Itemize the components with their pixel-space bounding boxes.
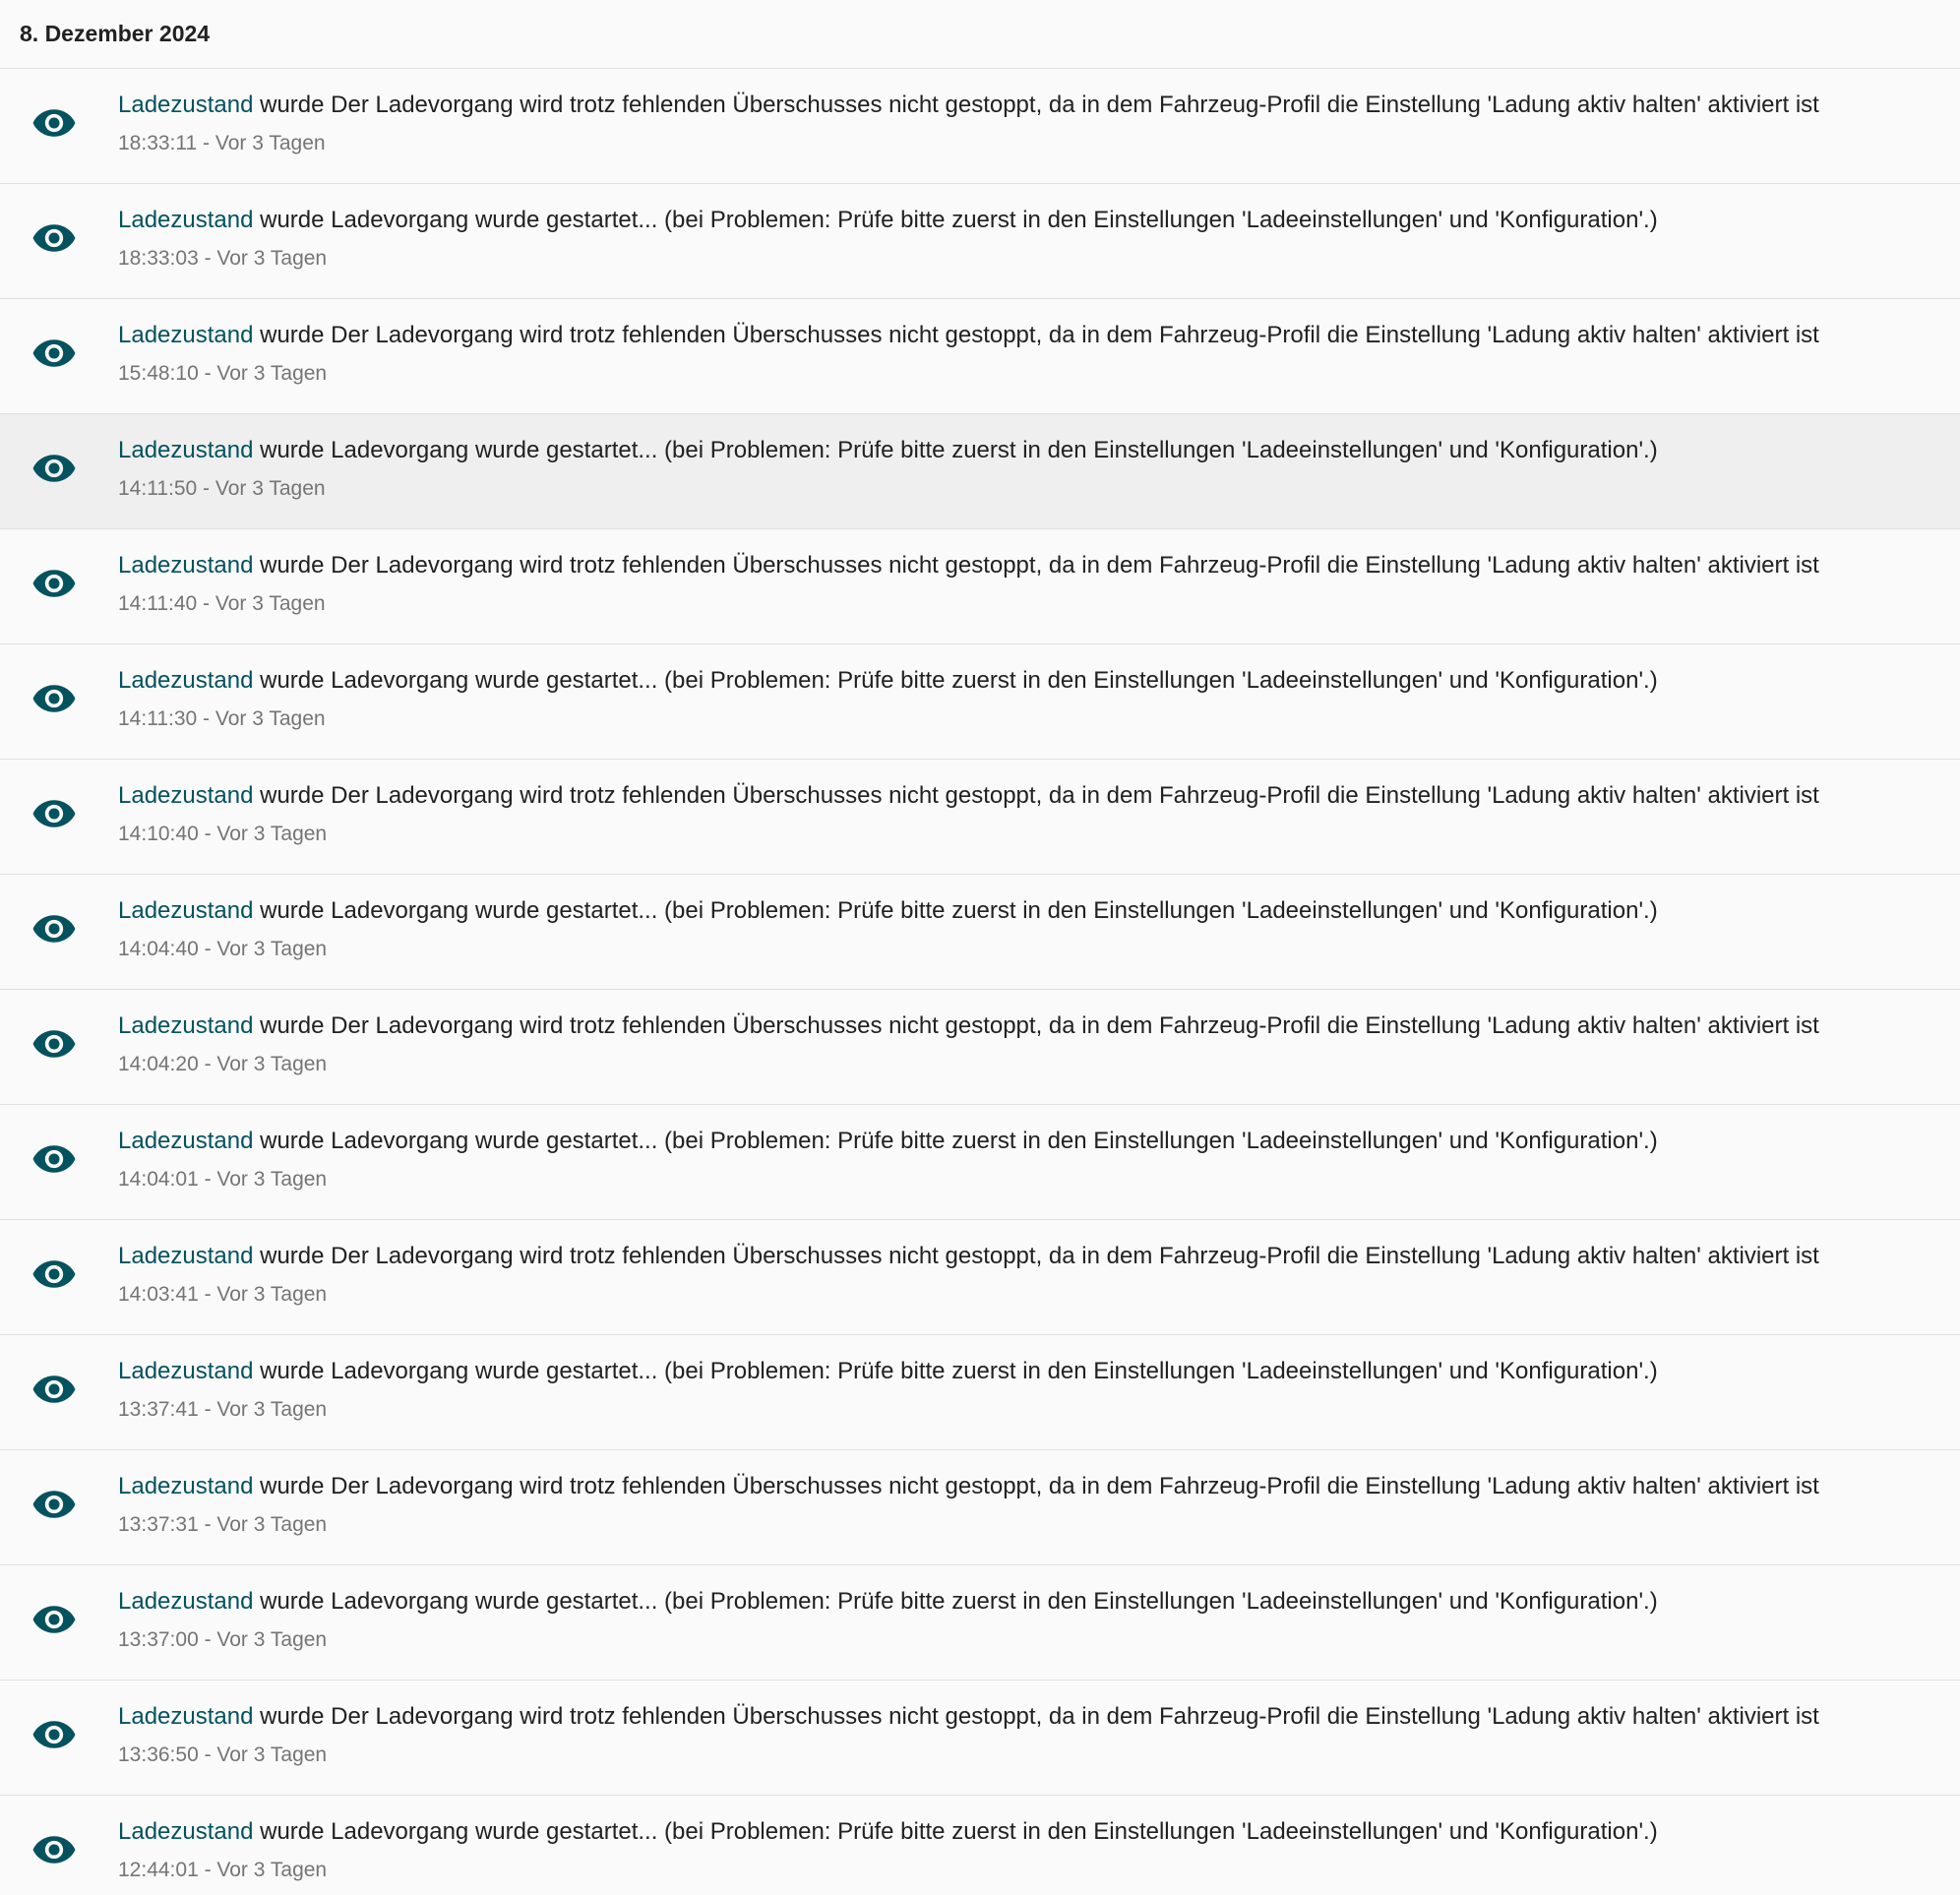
logbook-entry[interactable] xyxy=(0,1681,1960,1796)
entry-message xyxy=(118,1357,1940,1386)
entry-content xyxy=(118,781,1940,846)
entry-text: wurde Ladevorgang wurde gestartet... (bei Problemen: Prüfe bitte zuerst in den Einstellungen 'Ladeeinstellungen' und 'Konfiguration'.) xyxy=(260,437,1658,463)
entry-message xyxy=(118,1587,1940,1617)
entry-content xyxy=(118,206,1940,271)
entry-timestamp: 14:11:30 - Vor 3 Tagen xyxy=(118,707,326,730)
eye-icon xyxy=(32,1835,76,1864)
entity-link[interactable]: Ladezustand xyxy=(118,1358,254,1384)
entry-timestamp: 13:36:50 - Vor 3 Tagen xyxy=(118,1743,328,1766)
entry-content xyxy=(118,1817,1940,1882)
entry-content xyxy=(118,1011,1940,1076)
eye-icon xyxy=(32,914,76,944)
logbook-entry[interactable] xyxy=(0,529,1960,644)
eye-icon xyxy=(32,223,76,253)
eye-icon xyxy=(32,684,76,713)
logbook-entry[interactable] xyxy=(0,1335,1960,1450)
eye-icon xyxy=(32,1605,76,1634)
entity-link[interactable]: Ladezustand xyxy=(118,1128,254,1154)
entry-text: wurde Der Ladevorgang wird trotz fehlenden Überschusses nicht gestoppt, da in dem Fahrzeug-Profil die Einstellung 'Ladung aktiv halten' aktiviert ist xyxy=(260,1243,1819,1269)
entry-content xyxy=(118,1127,1940,1192)
eye-icon xyxy=(32,799,76,828)
entity-link[interactable]: Ladezustand xyxy=(118,1012,254,1039)
entry-message xyxy=(118,321,1940,350)
logbook-entry[interactable] xyxy=(0,184,1960,299)
entity-link[interactable]: Ladezustand xyxy=(118,667,254,694)
logbook-entry[interactable] xyxy=(0,1450,1960,1565)
entry-timestamp: 18:33:03 - Vor 3 Tagen xyxy=(118,247,328,270)
entry-text: wurde Der Ladevorgang wird trotz fehlenden Überschusses nicht gestoppt, da in dem Fahrzeug-Profil die Einstellung 'Ladung aktiv halten' aktiviert ist xyxy=(260,552,1819,579)
entity-link[interactable]: Ladezustand xyxy=(118,1243,254,1269)
logbook-entry[interactable] xyxy=(0,1796,1960,1895)
entry-content xyxy=(118,1357,1940,1422)
entry-timestamp: 14:11:40 - Vor 3 Tagen xyxy=(118,592,326,615)
entry-content xyxy=(118,1587,1940,1652)
logbook-entry[interactable] xyxy=(0,1565,1960,1681)
entry-message xyxy=(118,666,1940,696)
entry-content xyxy=(118,1242,1940,1307)
entity-link[interactable]: Ladezustand xyxy=(118,92,254,118)
entry-message xyxy=(118,1242,1940,1271)
entry-text: wurde Ladevorgang wurde gestartet... (bei Problemen: Prüfe bitte zuerst in den Einstellungen 'Ladeeinstellungen' und 'Konfiguration'.) xyxy=(260,1358,1658,1384)
logbook-entry[interactable] xyxy=(0,1220,1960,1335)
entry-message xyxy=(118,206,1940,235)
entry-text: wurde Ladevorgang wurde gestartet... (bei Problemen: Prüfe bitte zuerst in den Einstellungen 'Ladeeinstellungen' und 'Konfiguration'.) xyxy=(260,1818,1658,1845)
entry-content xyxy=(118,896,1940,961)
eye-icon xyxy=(32,1720,76,1749)
entry-message xyxy=(118,436,1940,465)
entry-message xyxy=(118,781,1940,811)
entry-content xyxy=(118,321,1940,386)
entry-timestamp: 13:37:00 - Vor 3 Tagen xyxy=(118,1628,328,1651)
entry-text: wurde Ladevorgang wurde gestartet... (bei Problemen: Prüfe bitte zuerst in den Einstellungen 'Ladeeinstellungen' und 'Konfiguration'.) xyxy=(260,667,1658,694)
entry-text: wurde Der Ladevorgang wird trotz fehlenden Überschusses nicht gestoppt, da in dem Fahrzeug-Profil die Einstellung 'Ladung aktiv halten' aktiviert ist xyxy=(260,1012,1819,1039)
entry-content xyxy=(118,436,1940,501)
logbook-entry[interactable] xyxy=(0,69,1960,184)
entry-text: wurde Ladevorgang wurde gestartet... (bei Problemen: Prüfe bitte zuerst in den Einstellungen 'Ladeeinstellungen' und 'Konfiguration'.) xyxy=(260,1588,1658,1615)
entry-text: wurde Ladevorgang wurde gestartet... (bei Problemen: Prüfe bitte zuerst in den Einstellungen 'Ladeeinstellungen' und 'Konfiguration'.) xyxy=(260,897,1658,924)
entity-link[interactable]: Ladezustand xyxy=(118,437,254,463)
entry-message xyxy=(118,1127,1940,1156)
eye-icon xyxy=(32,338,76,368)
entry-message xyxy=(118,91,1940,120)
eye-icon xyxy=(32,1144,76,1174)
logbook-list xyxy=(0,69,1960,1895)
eye-icon xyxy=(32,454,76,483)
entry-timestamp: 14:11:50 - Vor 3 Tagen xyxy=(118,477,326,500)
eye-icon xyxy=(32,108,76,138)
entry-content xyxy=(118,666,1940,731)
entry-text: wurde Ladevorgang wurde gestartet... (bei Problemen: Prüfe bitte zuerst in den Einstellungen 'Ladeeinstellungen' und 'Konfiguration'.) xyxy=(260,207,1658,233)
eye-icon xyxy=(32,1259,76,1289)
entity-link[interactable]: Ladezustand xyxy=(118,1703,254,1730)
eye-icon xyxy=(32,1375,76,1404)
logbook-entry[interactable] xyxy=(0,644,1960,760)
date-header: 8. Dezember 2024 xyxy=(0,0,1960,69)
eye-icon xyxy=(32,569,76,598)
entry-content xyxy=(118,91,1940,155)
entity-link[interactable]: Ladezustand xyxy=(118,552,254,579)
entry-message xyxy=(118,551,1940,581)
entry-timestamp: 14:04:40 - Vor 3 Tagen xyxy=(118,938,328,960)
entry-timestamp: 12:44:01 - Vor 3 Tagen xyxy=(118,1859,328,1881)
entity-link[interactable]: Ladezustand xyxy=(118,1473,254,1499)
entry-text: wurde Ladevorgang wurde gestartet... (bei Problemen: Prüfe bitte zuerst in den Einstellungen 'Ladeeinstellungen' und 'Konfiguration'.) xyxy=(260,1128,1658,1154)
logbook-entry[interactable] xyxy=(0,875,1960,990)
entry-message xyxy=(118,896,1940,926)
eye-icon xyxy=(32,1490,76,1519)
entry-text: wurde Der Ladevorgang wird trotz fehlenden Überschusses nicht gestoppt, da in dem Fahrzeug-Profil die Einstellung 'Ladung aktiv halten' aktiviert ist xyxy=(260,1703,1819,1730)
entry-timestamp: 13:37:41 - Vor 3 Tagen xyxy=(118,1398,328,1421)
entry-content xyxy=(118,1702,1940,1767)
entry-timestamp: 18:33:11 - Vor 3 Tagen xyxy=(118,132,326,154)
logbook-entry[interactable] xyxy=(0,760,1960,875)
entry-message xyxy=(118,1472,1940,1501)
entry-text: wurde Der Ladevorgang wird trotz fehlenden Überschusses nicht gestoppt, da in dem Fahrzeug-Profil die Einstellung 'Ladung aktiv halten' aktiviert ist xyxy=(260,322,1819,348)
entity-link[interactable]: Ladezustand xyxy=(118,1818,254,1845)
entry-content xyxy=(118,1472,1940,1537)
entry-message xyxy=(118,1817,1940,1847)
logbook-entry[interactable] xyxy=(0,299,1960,414)
entry-timestamp: 14:03:41 - Vor 3 Tagen xyxy=(118,1283,328,1306)
entry-timestamp: 15:48:10 - Vor 3 Tagen xyxy=(118,362,328,385)
entity-link[interactable]: Ladezustand xyxy=(118,322,254,348)
entity-link[interactable]: Ladezustand xyxy=(118,897,254,924)
entity-link[interactable]: Ladezustand xyxy=(118,782,254,809)
entry-text: wurde Der Ladevorgang wird trotz fehlenden Überschusses nicht gestoppt, da in dem Fahrzeug-Profil die Einstellung 'Ladung aktiv halten' aktiviert ist xyxy=(260,1473,1819,1499)
entry-content xyxy=(118,551,1940,616)
entry-text: wurde Der Ladevorgang wird trotz fehlenden Überschusses nicht gestoppt, da in dem Fahrzeug-Profil die Einstellung 'Ladung aktiv halten' aktiviert ist xyxy=(260,92,1819,118)
entity-link[interactable]: Ladezustand xyxy=(118,207,254,233)
entry-timestamp: 14:04:01 - Vor 3 Tagen xyxy=(118,1168,328,1191)
logbook-entry[interactable] xyxy=(0,414,1960,529)
entry-timestamp: 14:04:20 - Vor 3 Tagen xyxy=(118,1053,328,1075)
entry-message xyxy=(118,1011,1940,1041)
entry-text: wurde Der Ladevorgang wird trotz fehlenden Überschusses nicht gestoppt, da in dem Fahrzeug-Profil die Einstellung 'Ladung aktiv halten' aktiviert ist xyxy=(260,782,1819,809)
eye-icon xyxy=(32,1029,76,1059)
entry-timestamp: 14:10:40 - Vor 3 Tagen xyxy=(118,823,328,845)
entity-link[interactable]: Ladezustand xyxy=(118,1588,254,1615)
entry-message xyxy=(118,1702,1940,1732)
logbook-entry[interactable] xyxy=(0,990,1960,1105)
entry-timestamp: 13:37:31 - Vor 3 Tagen xyxy=(118,1513,328,1536)
logbook-entry[interactable] xyxy=(0,1105,1960,1220)
